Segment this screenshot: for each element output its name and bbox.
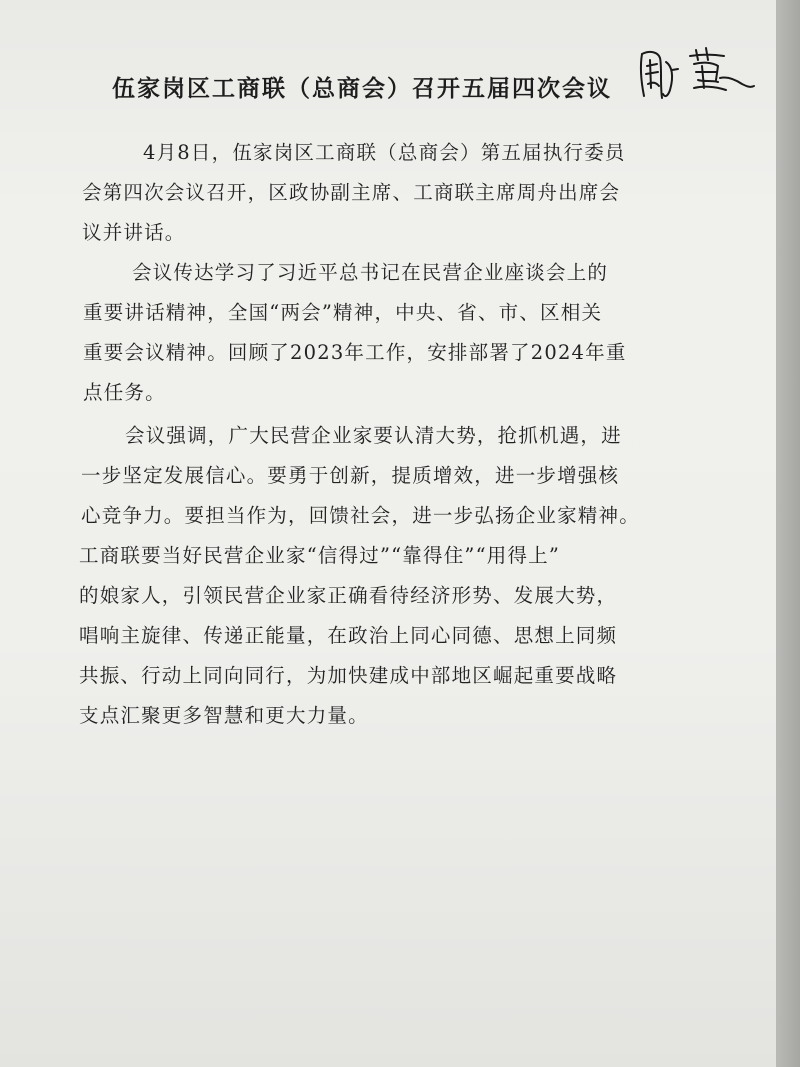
paragraph-1-line-2: 会第四次会议召开，区政协副主席、工商联主席周舟出席会 [82,181,621,204]
handwritten-signature [632,36,762,106]
paragraph-2-line-1: 会议传达学习了习近平总书记在民营企业座谈会上的 [132,261,609,284]
paragraph-3-line-3: 心竞争力。要担当作为，回馈社会，进一步弘扬企业家精神。 [81,504,640,527]
desk-edge [776,0,800,1067]
paragraph-3-line-8: 支点汇聚更多智慧和更大力量。 [79,704,369,727]
paragraph-3-line-4: 工商联要当好民营企业家“信得过”“靠得住”“用得上” [79,544,561,567]
document-title: 伍家岗区工商联（总商会）召开五届四次会议 [112,76,612,102]
paragraph-2-line-2: 重要讲话精神，全国“两会”精神，中央、省、市、区相关 [83,301,603,324]
paragraph-1 [82,133,626,253]
paragraph-1-line-1: 4月8日，伍家岗区工商联（总商会）第五届执行委员 [143,141,626,164]
paragraph-3-line-7: 共振、行动上同向同行，为加快建成中部地区崛起重要战略 [79,664,618,687]
paragraph-3-line-6: 唱响主旋律、传递正能量，在政治上同心同德、思想上同频 [79,624,618,647]
paragraph-1-line-3: 议并讲话。 [82,221,186,244]
paragraph-3-line-1: 会议强调，广大民营企业家要认清大势，抢抓机遇，进 [125,424,622,447]
paragraph-3-line-5: 的娘家人，引领民营企业家正确看待经济形势、发展大势， [79,584,618,607]
paragraph-2-line-3: 重要会议精神。回顾了2023年工作，安排部署了2024年重 [83,341,627,364]
paragraph-2-line-4: 点任务。 [83,381,166,404]
paragraph-3 [79,416,640,736]
paragraph-2 [83,253,627,413]
paragraph-3-line-2: 一步坚定发展信心。要勇于创新，提质增效，进一步增强核 [81,464,620,487]
